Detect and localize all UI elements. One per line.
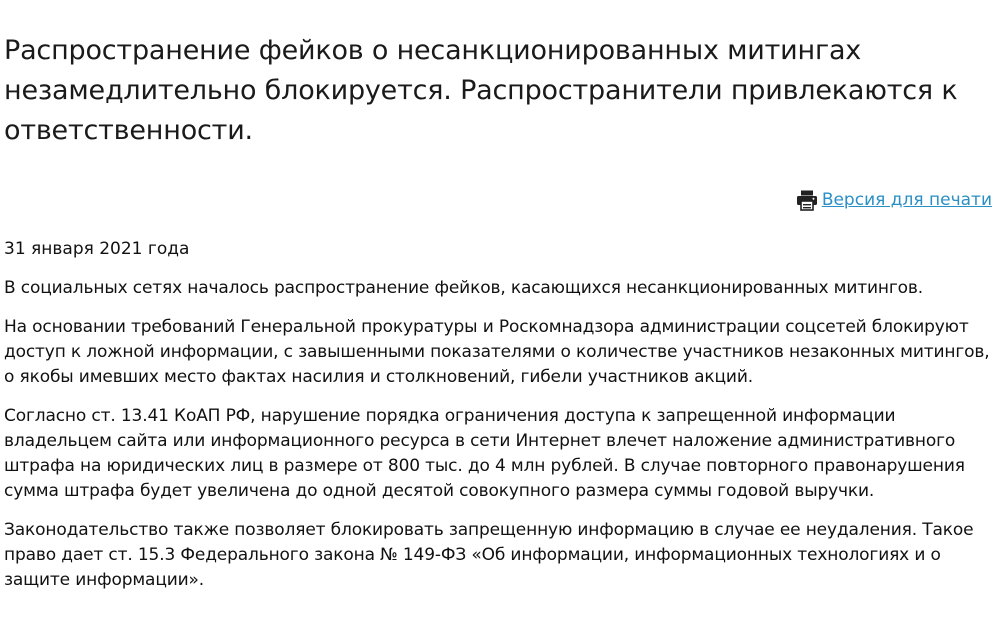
- print-version-link[interactable]: Версия для печати: [821, 190, 992, 210]
- paragraph: Согласно ст. 13.41 КоАП РФ, нарушение порядка ограничения доступа к запрещенной информации владельцем сайта или информационного ресурса в сети Интернет влечет наложение административного штрафа на юридических лиц в размере от 800 тыс. до 4 млн рублей. В случае повторного правонарушения сумма штрафа будет увеличена до одной десятой совокупного размера суммы годовой выручки.: [4, 406, 965, 501]
- article-title: Распространение фейков о несанкционированных митингах незамедлительно блокируется. Распространители привлекаются к ответственности.: [4, 35, 958, 146]
- printer-icon[interactable]: [796, 189, 818, 211]
- paragraph: Законодательство также позволяет блокировать запрещенную информацию в случае ее неудаления. Такое право дает ст. 15.3 Федерального закона № 149-ФЗ «Об информации, информационных технологиях и о защите информации».: [4, 520, 974, 590]
- article-date: 31 января 2021 года: [4, 239, 190, 259]
- print-version[interactable]: [796, 186, 992, 214]
- paragraph: В социальных сетях началось распространение фейков, касающихся несанкционированных митингов.: [4, 278, 924, 298]
- paragraph: На основании требований Генеральной прокуратуры и Роскомнадзора администрации соцсетей блокируют доступ к ложной информации, с завышенными показателями о количестве участников незаконных митингов, о якобы имевших место фактах насилия и столкновений, гибели участников акций.: [4, 317, 990, 387]
- article: [4, 0, 992, 590]
- article-body: [4, 276, 992, 607]
